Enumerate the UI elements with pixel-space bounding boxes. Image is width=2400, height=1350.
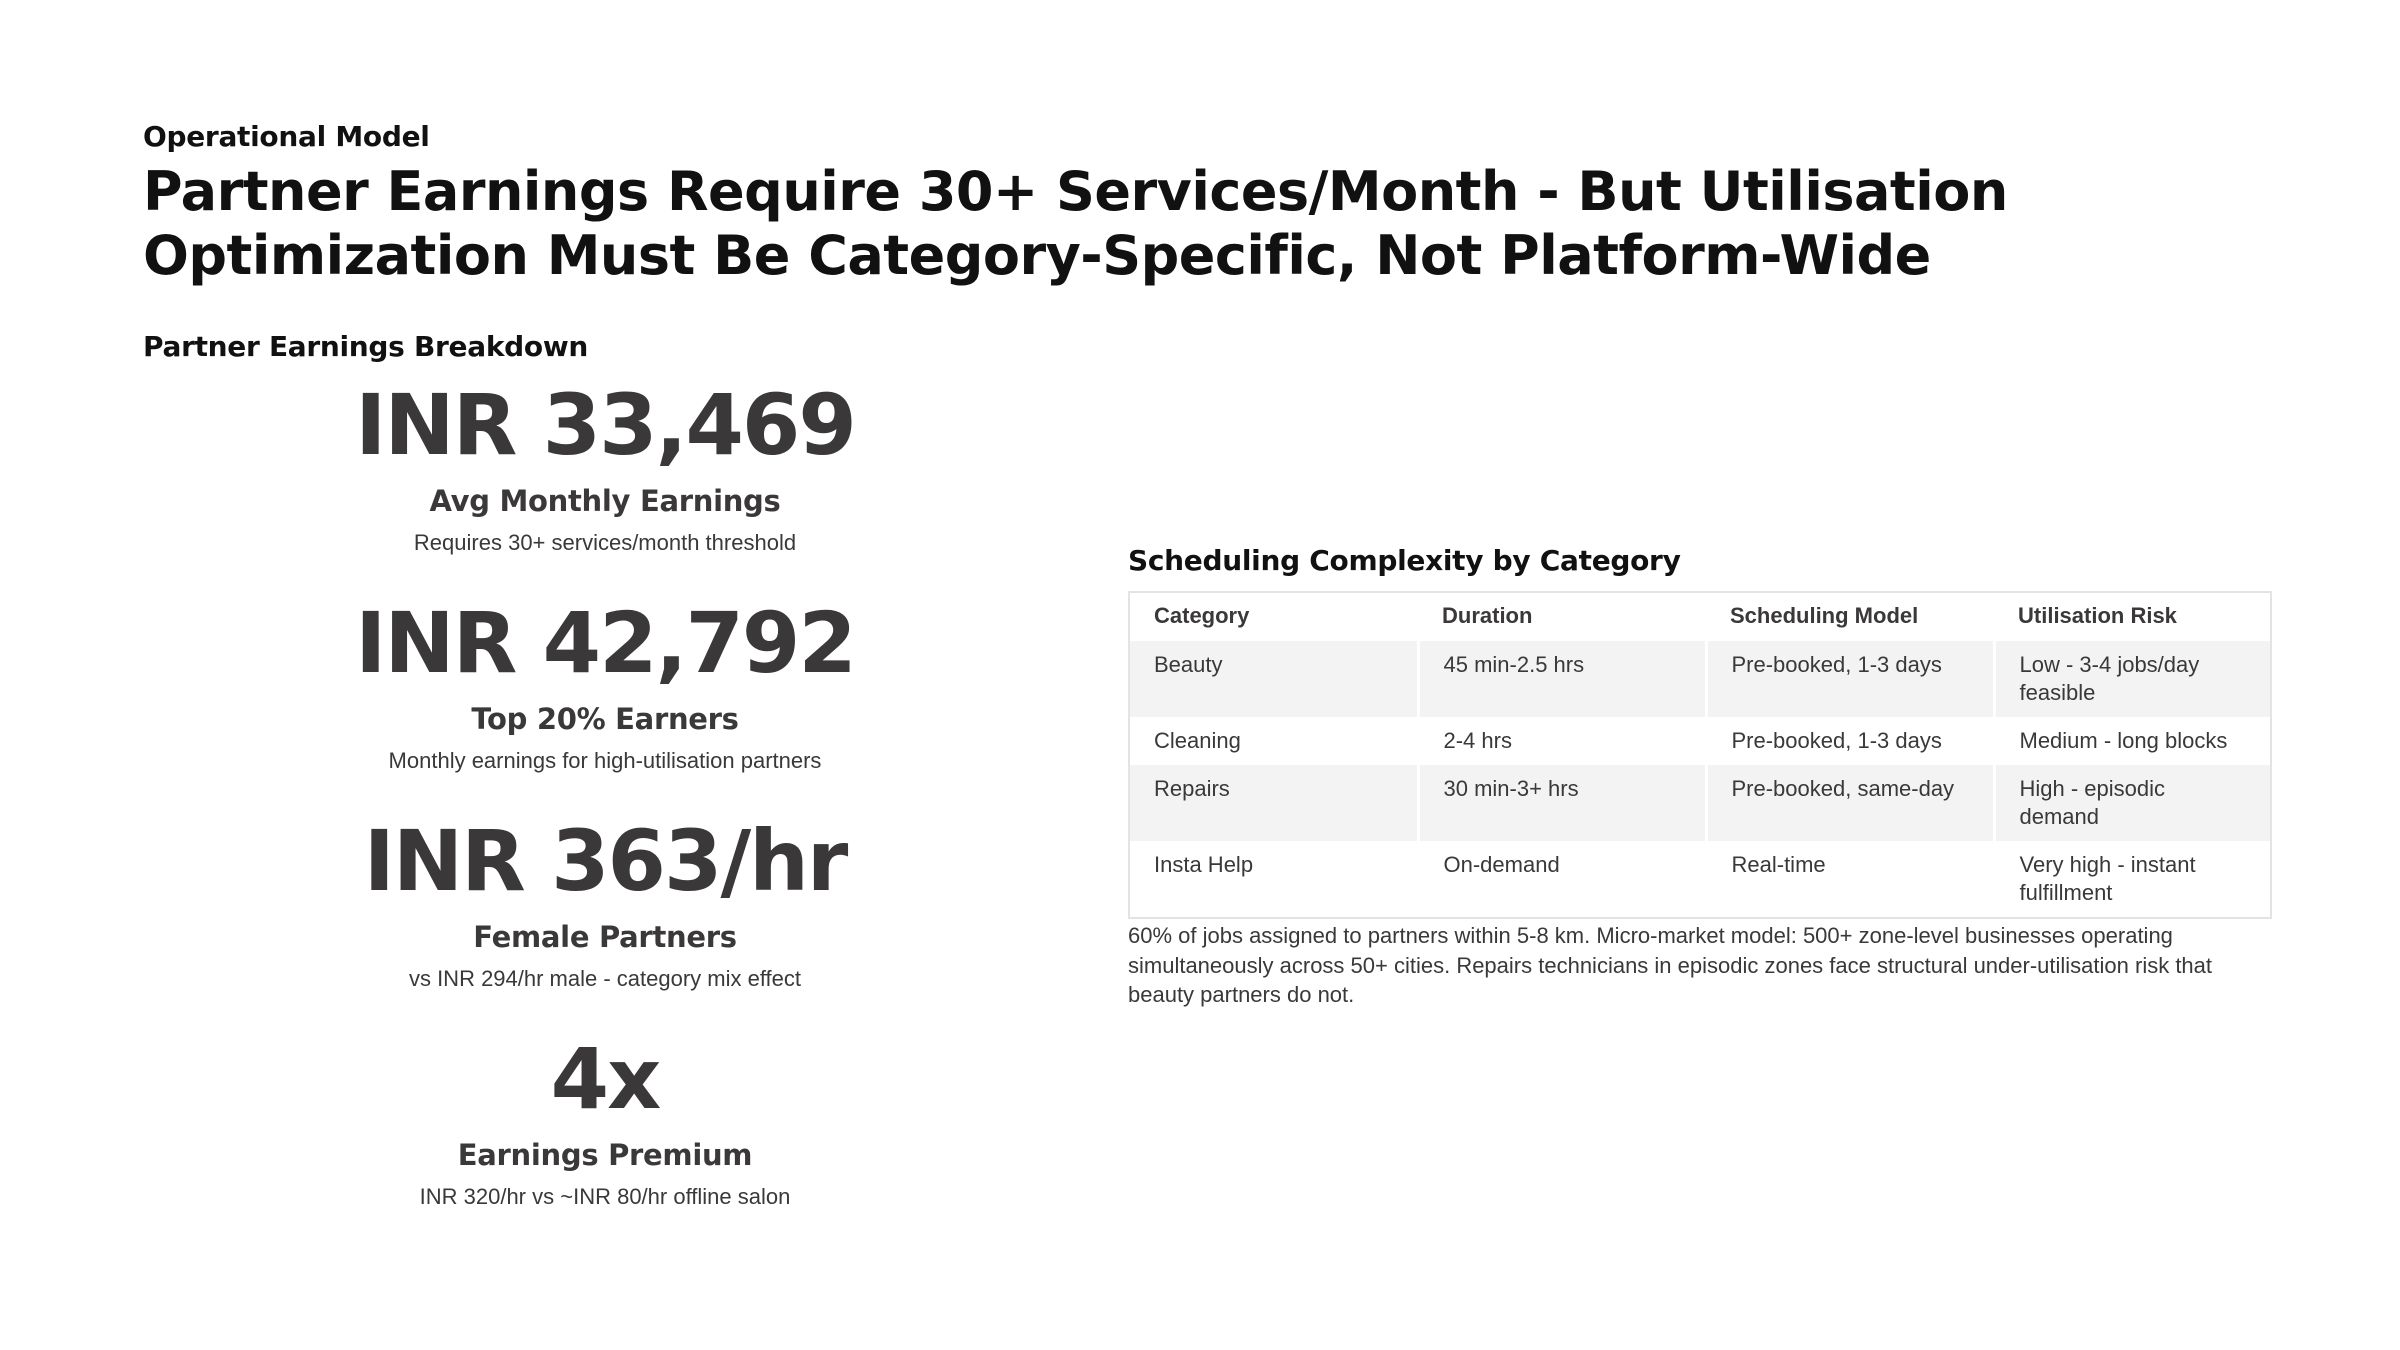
- stat-value: INR 363/hr: [363, 812, 847, 910]
- table-header-row: [1130, 593, 2270, 641]
- stat-description: INR 320/hr vs ~INR 80/hr offline salon: [419, 1184, 791, 1209]
- table-cell: High - episodic demand: [1994, 765, 2270, 841]
- table-cell: 2-4 hrs: [1418, 717, 1706, 765]
- scheduling-table: [1128, 591, 2272, 919]
- table-row: [1130, 765, 2270, 841]
- table-cell: Medium - long blocks: [1994, 717, 2270, 765]
- column-header-scheduling-model: Scheduling Model: [1706, 593, 1994, 641]
- stat-label: Avg Monthly Earnings: [429, 484, 781, 518]
- table-cell: Insta Help: [1130, 841, 1418, 917]
- table-row: [1130, 641, 2270, 717]
- table-cell: Pre-booked, 1-3 days: [1706, 717, 1994, 765]
- scheduling-note: 60% of jobs assigned to partners within 5-8 km. Micro-market model: 500+ zone-level businesses operating simultaneously across 50+ cities. Repairs technicians in episodic zones face structural under-utilisation risk that beauty partners do not.: [1128, 923, 2213, 1007]
- section-eyebrow: Operational Model: [143, 120, 430, 153]
- table-cell: Pre-booked, same-day: [1706, 765, 1994, 841]
- column-header-utilisation-risk: Utilisation Risk: [1994, 593, 2270, 641]
- stat-label: Earnings Premium: [457, 1138, 753, 1172]
- scheduling-section-title: Scheduling Complexity by Category: [1128, 544, 1681, 577]
- table-cell: Pre-booked, 1-3 days: [1706, 641, 1994, 717]
- table-cell: Very high - instant fulfillment: [1994, 841, 2270, 917]
- table-cell: 45 min-2.5 hrs: [1418, 641, 1706, 717]
- table-cell: Repairs: [1130, 765, 1418, 841]
- table-cell: Beauty: [1130, 641, 1418, 717]
- earnings-section-title: Partner Earnings Breakdown: [143, 330, 589, 363]
- column-header-duration: Duration: [1418, 593, 1706, 641]
- table-row: [1130, 717, 2270, 765]
- stat-earnings-premium: [305, 1029, 905, 1211]
- stat-avg-monthly: [305, 375, 905, 557]
- stat-top-earners: [305, 593, 905, 775]
- column-header-category: Category: [1130, 593, 1418, 641]
- table-cell: Low - 3-4 jobs/day feasible: [1994, 641, 2270, 717]
- stat-female-partners: [305, 811, 905, 993]
- table-cell: Real-time: [1706, 841, 1994, 917]
- stat-label: Top 20% Earners: [471, 702, 739, 736]
- table-cell: On-demand: [1418, 841, 1706, 917]
- table-row: [1130, 841, 2270, 917]
- table-cell: 30 min-3+ hrs: [1418, 765, 1706, 841]
- stat-value: INR 42,792: [355, 594, 855, 692]
- table-cell: Cleaning: [1130, 717, 1418, 765]
- stat-description: vs INR 294/hr male - category mix effect: [408, 966, 802, 991]
- stat-value: 4x: [550, 1030, 660, 1128]
- page-title: Partner Earnings Require 30+ Services/Month - But Utilisation Optimization Must Be Category-Specific, Not Platform-Wide: [143, 160, 2008, 287]
- stat-description: Monthly earnings for high-utilisation partners: [388, 748, 822, 773]
- stat-description: Requires 30+ services/month threshold: [413, 530, 797, 555]
- stat-value: INR 33,469: [355, 376, 855, 474]
- stat-label: Female Partners: [473, 920, 737, 954]
